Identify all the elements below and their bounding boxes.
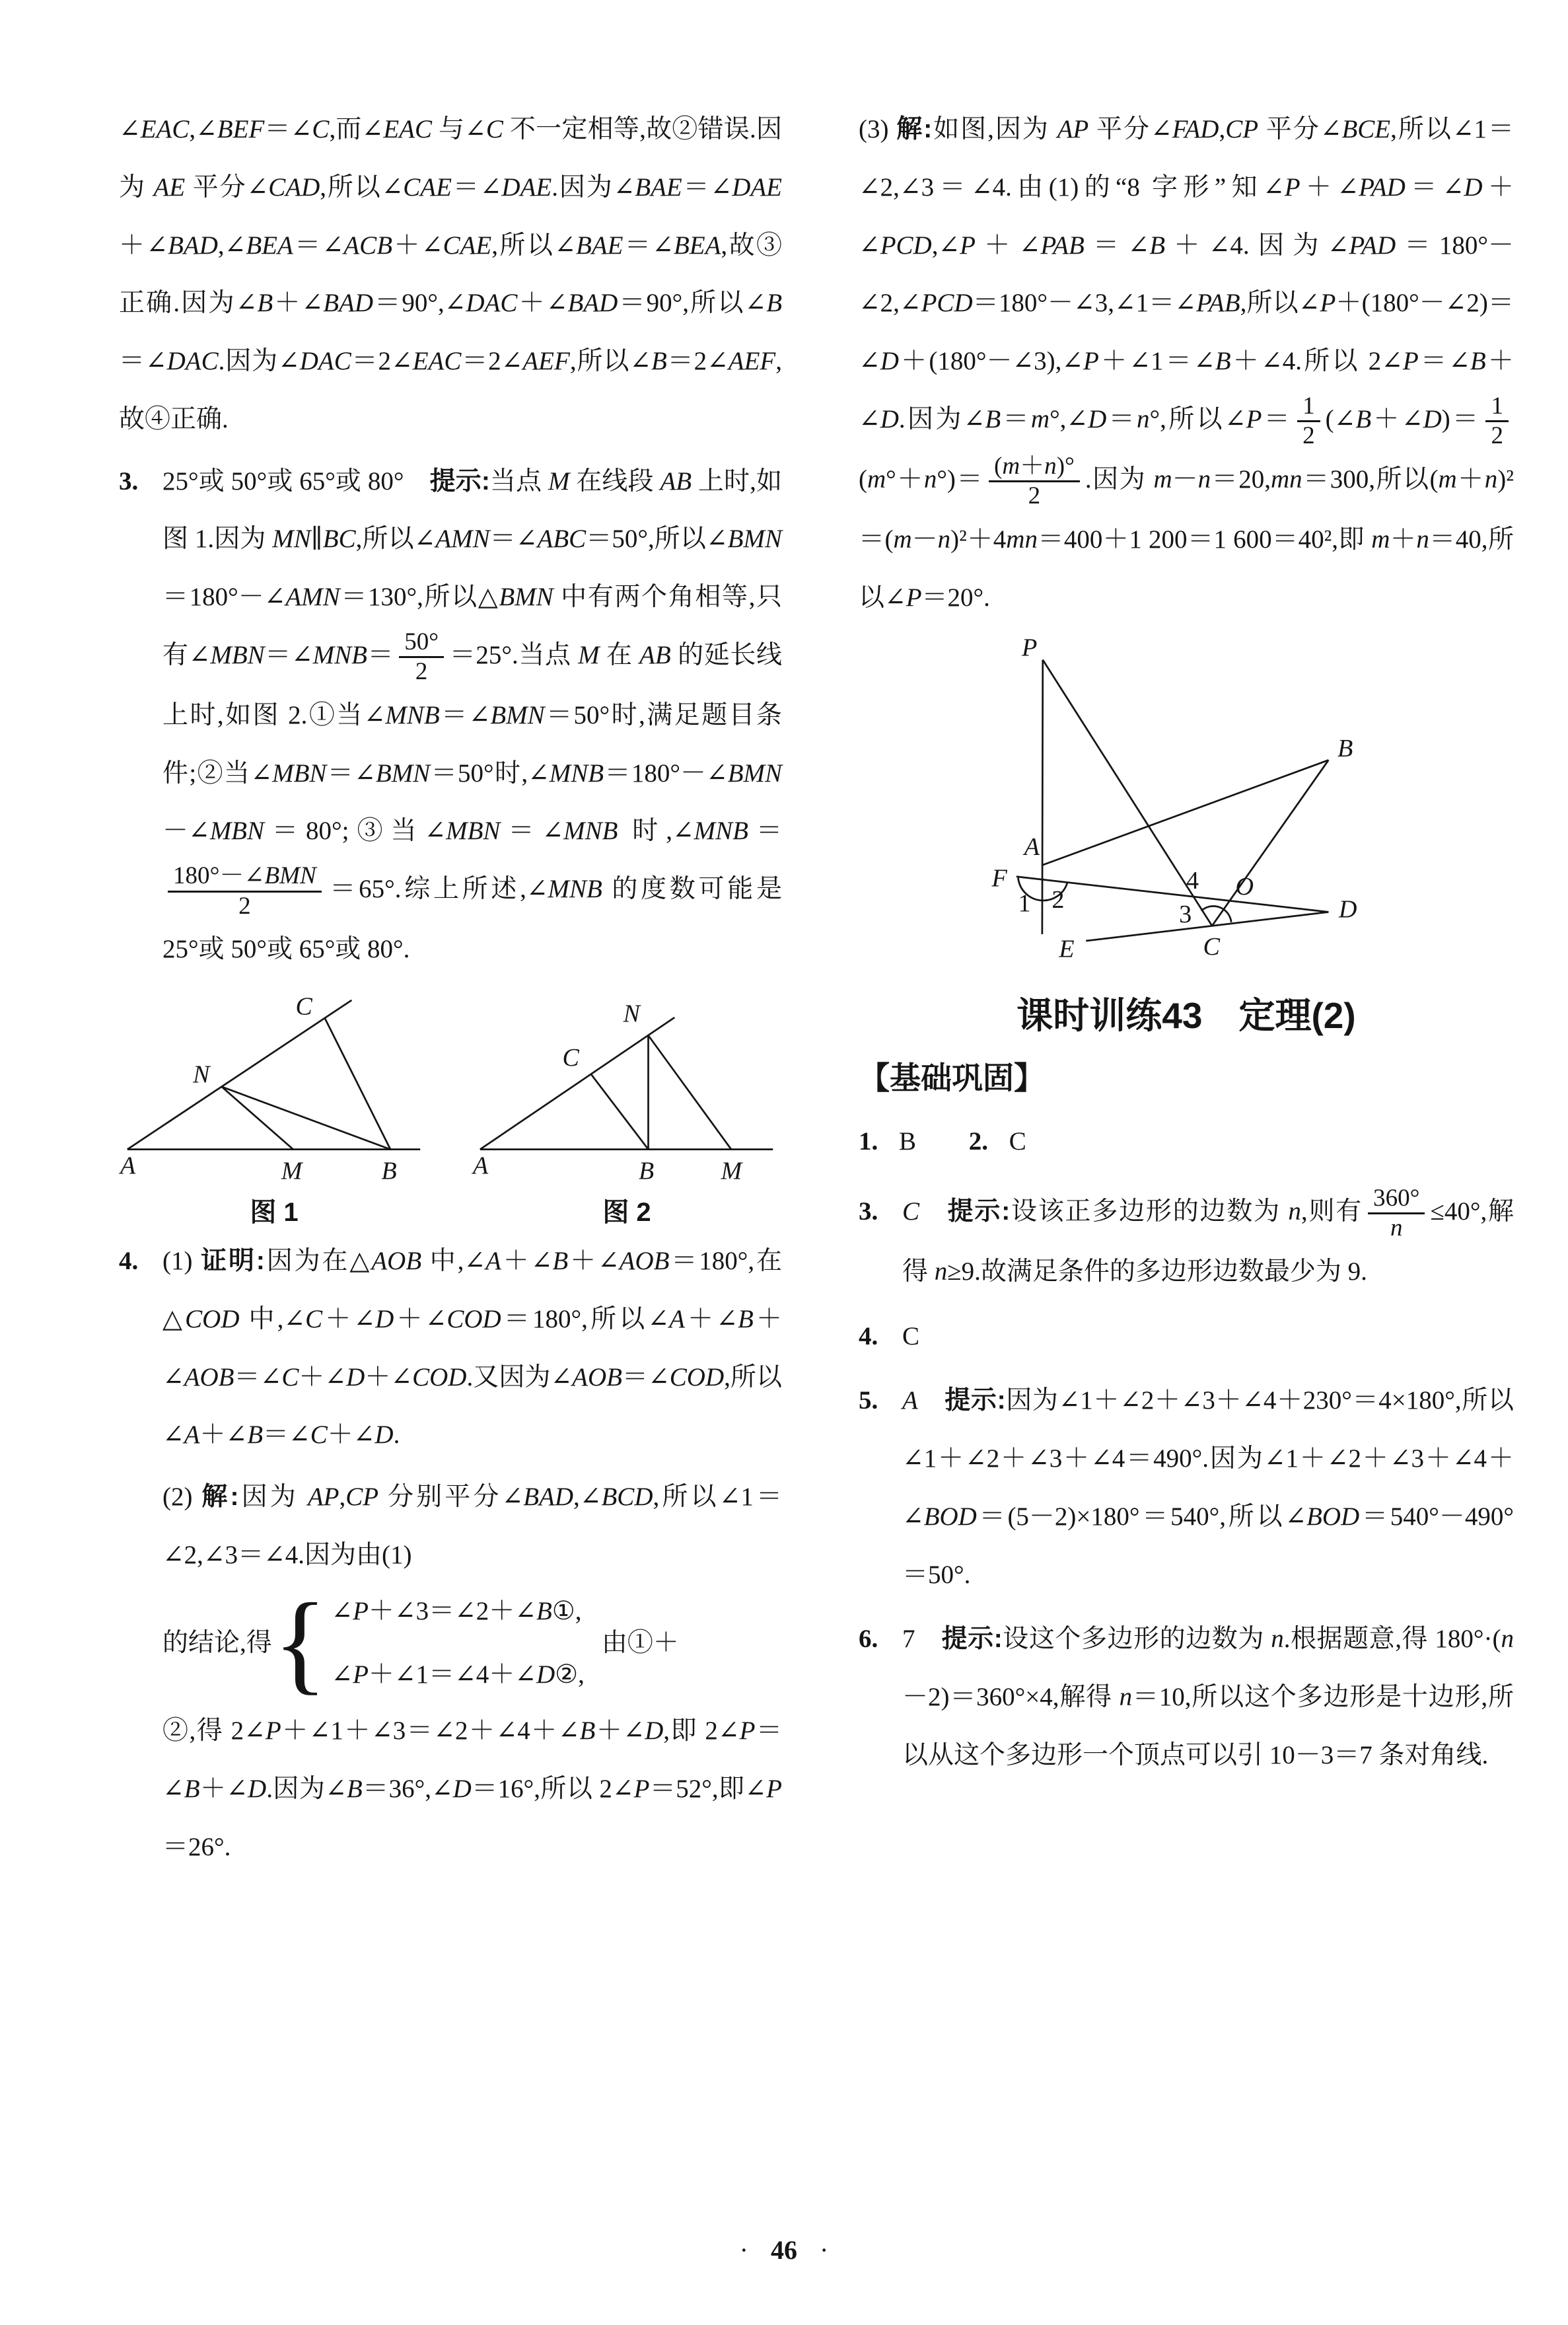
item-5: [859, 1372, 1514, 1604]
footer-dot-right: ·: [820, 2235, 829, 2265]
system-eq-2: ∠P＋∠1＝∠4＋∠D②,: [331, 1660, 585, 1689]
system-equations: [331, 1590, 584, 1697]
answer-2-value: C: [1009, 1126, 1026, 1156]
figure-1: [119, 993, 429, 1228]
fig1-label-B: B: [381, 1157, 397, 1185]
item-4-part1: (1) 证明:因为在△AOB 中,∠A＋∠B＋∠AOB＝180°,在△COD 中,∠C＋∠D＋∠COD＝180°,所以∠A＋∠B＋∠AOB＝∠C＋∠D＋∠COD.又因为∠AOB＝∠COD,所以∠A＋∠B＝∠C＋∠D.: [162, 1247, 782, 1450]
fig3-label-C: C: [1203, 932, 1220, 961]
figure-1-drawing: [119, 993, 429, 1190]
fig3-label-E: E: [1059, 935, 1075, 963]
fig3-angle-4: 4: [1186, 866, 1199, 895]
fig3-label-P: P: [1021, 637, 1038, 661]
figure-2-drawing: [472, 993, 782, 1190]
fig3-label-O: O: [1235, 872, 1254, 901]
item-3-right-number: 3.: [859, 1197, 878, 1226]
item-4-part3: (3) 解:如图,因为 AP 平分∠FAD,CP 平分∠BCE,所以∠1＝∠2,∠3＝∠4.由(1)的“8 字形”知∠P＋∠PAD＝∠D＋∠PCD,∠P＋∠PAB＝∠B＋∠4.因为∠PAD＝180°－∠2,∠PCD＝180°－∠3,∠1＝∠PAB,所以∠P＋(180°－∠2)＝∠D＋(180°－∠3),∠P＋∠1＝∠B＋∠4.所以 2∠P＝∠B＋∠D.因为∠B＝m°,∠D＝n°,所以∠P＝ $\frac{1}{2}$ (∠B＋∠D)＝ $\frac{1}{2}$ (m°＋n°)＝ $\frac{(m+n)^\circ}{2}$ .因为 m－n＝20,mn＝300,所以(m＋n)²＝(m－n)²＋4mn＝400＋1 200＝1 600＝40²,即 m＋n＝40,所以∠P＝20°.: [859, 115, 1514, 612]
left-column: [119, 100, 782, 1886]
figure-2-lines: [480, 1017, 773, 1150]
section-header: 课时训练43 定理(2): [1016, 994, 1356, 1036]
item-3-right-body: C 提示:设该正多边形的边数为 n,则有 $\frac{360^\circ}{n}$ ≤40°,解得 n≥9.故满足条件的多边形边数最少为 9.: [902, 1184, 1514, 1286]
item-4-number: 4.: [119, 1247, 139, 1276]
figure-3: [859, 638, 1514, 974]
item-4-part2-intro: (2) 解:因为 AP,CP 分别平分∠BAD,∠BCD,所以∠1＝∠2,∠3＝∠4.因为由(1): [162, 1483, 782, 1569]
answers-1-2: [859, 1113, 1514, 1171]
system-before-text: 的结论,得: [162, 1628, 272, 1657]
item-3-body: 25°或 50°或 65°或 80° 提示:当点 M 在线段 AB 上时,如图 1.因为 MN∥BC,所以∠AMN＝∠ABC＝50°,所以∠BMN＝180°－∠AMN＝130°,所以△BMN 中有两个角相等,只有∠MBN＝∠MNB＝ $\frac{50^\circ}{2}$ ＝25°.当点 M 在 AB 的延长线上时,如图 2.①当∠MNB＝∠BMN＝50°时,满足题目条件;②当∠MBN＝∠BMN＝50°时,∠MNB＝180°－∠BMN－∠MBN＝80°;③当∠MBN＝∠MNB 时,∠MNB＝ $\frac{\text{180°－∠BMN}}{2}$ ＝65°.综上所述,∠MNB 的度数可能是 25°或 50°或 65°或 80°.: [162, 466, 783, 964]
item-5-number: 5.: [859, 1386, 878, 1415]
equation-system: [162, 1580, 782, 1705]
fig2-label-A: A: [473, 1152, 489, 1180]
fig3-angle-3: 3: [1179, 900, 1192, 928]
answer-2-number: 2.: [968, 1126, 989, 1156]
figure-2: [472, 993, 782, 1228]
page-footer: [0, 2234, 1568, 2266]
figure-3-drawing: [988, 638, 1384, 974]
subsection-header: 【基础巩固】: [859, 1060, 1045, 1095]
item-4-right: [859, 1308, 1514, 1366]
fig3-label-F: F: [991, 864, 1007, 892]
fig3-label-A: A: [1024, 832, 1040, 861]
fig3-angle-1: 1: [1018, 889, 1031, 918]
fig3-label-B: B: [1337, 734, 1353, 762]
item-3-right: [859, 1183, 1514, 1301]
page-number: 46: [771, 2235, 797, 2265]
figures-row: [119, 993, 782, 1228]
fig1-label-N: N: [193, 1060, 210, 1089]
fig2-label-B: B: [639, 1157, 655, 1185]
system-brace: {: [273, 1580, 328, 1705]
system-eq-1: ∠P＋∠3＝∠2＋∠B①,: [331, 1596, 582, 1625]
fig2-label-C: C: [562, 1044, 579, 1072]
item-5-body: A 提示:因为∠1＋∠2＋∠3＋∠4＋230°＝4×180°,所以∠1＋∠2＋∠3＋∠4＝490°.因为∠1＋∠2＋∠3＋∠4＋∠BOD＝(5－2)×180°＝540°,所以∠BOD＝540°－490°＝50°.: [902, 1386, 1514, 1589]
fig3-angle-2: 2: [1051, 885, 1065, 914]
figure-1-lines: [127, 1000, 420, 1150]
item-4-part2-cont: ②,得 2∠P＋∠1＋∠3＝∠2＋∠4＋∠B＋∠D,即 2∠P＝∠B＋∠D.因为∠B＝36°,∠D＝16°,所以 2∠P＝52°,即∠P＝26°.: [162, 1716, 782, 1861]
fig2-label-N: N: [623, 1000, 640, 1028]
right-column: [859, 100, 1514, 1791]
item-6-body: 7 提示:设这个多边形的边数为 n.根据题意,得 180°·(n－2)＝360°×4,解得 n＝10,所以这个多边形是十边形,所以从这个多边形一个顶点可以引 10－3＝7 条对角线.: [902, 1625, 1514, 1769]
answer-continuation-paragraph: ∠EAC,∠BEF＝∠C,而∠EAC 与∠C 不一定相等,故②错误.因为 AE 平分∠CAD,所以∠CAE＝∠DAE.因为∠BAE＝∠DAE＋∠BAD,∠BEA＝∠ACB＋∠CAE,所以∠BAE＝∠BEA,故③正确.因为∠B＋∠BAD＝90°,∠DAC＋∠BAD＝90°,所以∠B＝∠DAC.因为∠DAC＝2∠EAC＝2∠AEF,所以∠B＝2∠AEF,故④正确.: [119, 115, 783, 433]
footer-dot-left: ·: [739, 2235, 748, 2265]
item-6-number: 6.: [859, 1625, 878, 1654]
figure-1-caption: 图 1: [250, 1198, 299, 1228]
item-4-right-number: 4.: [859, 1321, 878, 1350]
fig2-label-M: M: [721, 1157, 742, 1185]
fig1-label-C: C: [295, 993, 312, 1021]
item-3-number: 3.: [119, 466, 139, 496]
item-3: [119, 453, 782, 979]
fig1-label-A: A: [120, 1152, 136, 1180]
fig3-label-D: D: [1338, 895, 1357, 924]
system-after-text: 由①＋: [601, 1628, 679, 1657]
fig1-label-M: M: [281, 1157, 303, 1185]
item-4-body: [162, 1232, 782, 1880]
answer-1-value: B: [899, 1126, 917, 1156]
figure-2-caption: 图 2: [602, 1198, 651, 1228]
item-6: [859, 1610, 1514, 1784]
answer-1-number: 1.: [859, 1126, 878, 1156]
item-4-right-answer: C: [902, 1321, 920, 1350]
item-4: [119, 1232, 782, 1880]
